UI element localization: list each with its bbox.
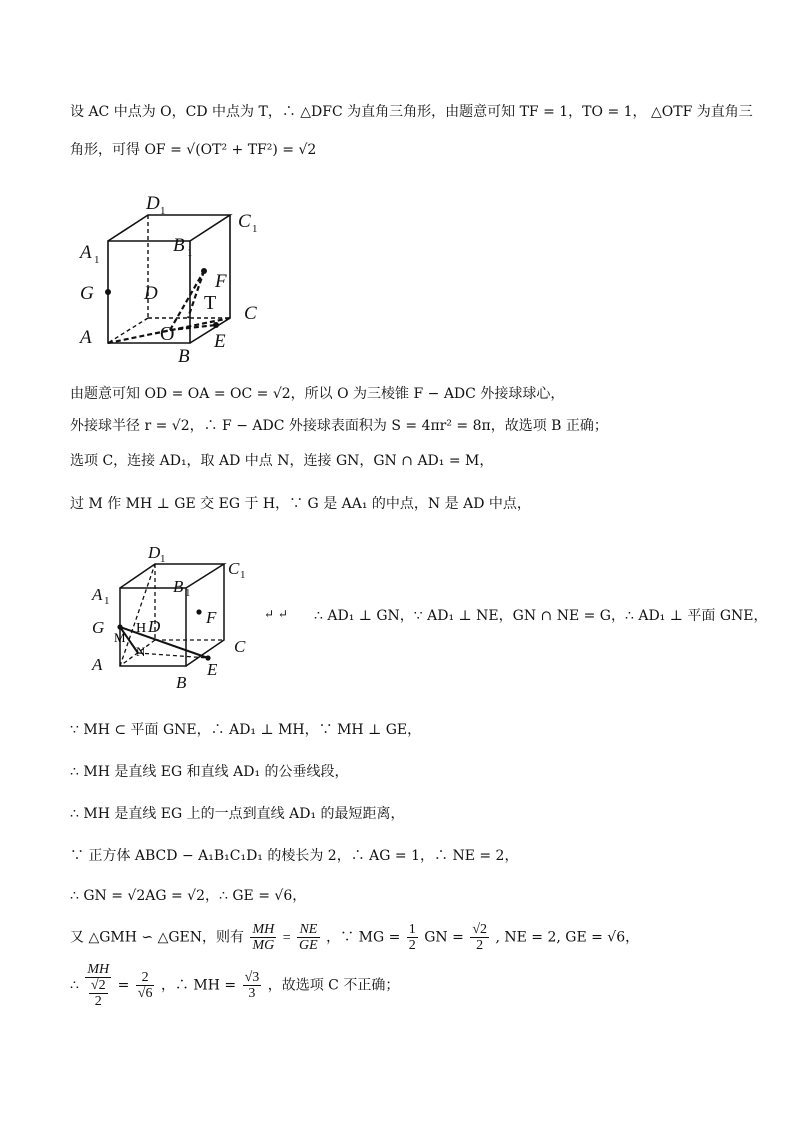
svg-text:1: 1: [252, 223, 258, 235]
label-F: F: [215, 271, 227, 292]
label-N: N: [136, 644, 146, 659]
text-line-3: 由题意可知 OD = OA = OC = √2，所以 O 为三棱锥 F − ADC 外接球球心，: [70, 386, 565, 402]
return-marks: ↵ ↵: [264, 607, 288, 621]
text-line-2: 角形，可得 OF = √(OT² + TF²) = √2: [70, 142, 317, 158]
label-B1: B: [173, 235, 185, 256]
text-line-9: ∴ MH 是直线 EG 和直线 AD₁ 的公垂线段，: [70, 764, 349, 780]
label-F: F: [206, 608, 217, 627]
fraction-2-over-sqrt6: $\frac{2}{√6}$: [137, 970, 153, 1001]
text-line-11: ∵ 正方体 ABCD − A₁B₁C₁D₁ 的棱长为 2，∴ AG = 1，∴ NE = 2，: [70, 848, 519, 864]
svg-text:1: 1: [160, 553, 166, 565]
fraction-one-half: $\frac{1}{2}$: [408, 922, 416, 953]
label-D: D: [144, 283, 158, 304]
fraction-mh-mg: $\frac{MH}{MG}$: [252, 922, 275, 953]
label-G: G: [92, 618, 105, 637]
text-line-10: ∴ MH 是直线 EG 上的一点到直线 AD₁ 的最短距离，: [70, 806, 405, 822]
label-B1: B: [173, 577, 184, 596]
label-O: O: [160, 323, 175, 345]
label-D: D: [148, 617, 161, 636]
text-line-14: ∴ $\frac{MH}{\frac{√2}{2}}$ = $\frac{2}{√6}$ ，∴ MH = $\frac{√3}{3}$ ，故选项 C 不正确；: [70, 962, 400, 1009]
text-line-8: ∵ MH ⊂ 平面 GNE，∴ AD₁ ⊥ MH，∵ MH ⊥ GE，: [70, 722, 422, 738]
label-A1: A: [80, 242, 92, 263]
label-E: E: [214, 331, 226, 352]
svg-text:1: 1: [94, 254, 100, 266]
label-C1: C: [228, 559, 240, 578]
label-D1: D: [146, 193, 160, 214]
text-line-6: 过 M 作 MH ⊥ GE 交 EG 于 H，∵ G 是 AA₁ 的中点，N 是 AD 中点，: [70, 496, 531, 512]
label-C1: C: [238, 211, 251, 232]
label-C: C: [244, 303, 257, 324]
fraction-sqrt2-over-2: $\frac{√2}{2}$: [472, 922, 487, 953]
text-line-13: 又 △GMH ∽ △GEN，则有 $\frac{MH}{MG}$ = $\frac{NE}{GE}$ ，∵ MG = $\frac{1}{2}$ GN = $\frac{√2}{2}$ , NE = 2, GE = √6，: [70, 922, 640, 953]
label-G: G: [80, 283, 94, 304]
fraction-ne-ge: $\frac{NE}{GE}$: [299, 922, 318, 953]
label-B: B: [178, 346, 190, 367]
label-A1: A: [92, 585, 103, 604]
svg-text:1: 1: [185, 587, 191, 599]
text-line-4: 外接球半径 r = √2，∴ F − ADC 外接球表面积为 S = 4πr² = 8π，故选项 B 正确；: [70, 418, 608, 434]
label-A: A: [92, 655, 103, 674]
label-T: T: [204, 292, 217, 314]
svg-text:1: 1: [187, 247, 193, 259]
label-M: M: [114, 630, 126, 645]
svg-text:1: 1: [104, 595, 110, 607]
text-line-5: 选项 C，连接 AD₁，取 AD 中点 N，连接 GN，GN ∩ AD₁ = M，: [70, 453, 494, 469]
svg-text:1: 1: [160, 205, 166, 217]
cube-figure-1: [70, 185, 290, 370]
text-line-1: 设 AC 中点为 O，CD 中点为 T，∴ △DFC 为直角三角形，由题意可知 TF = 1，TO = 1， △OTF 为直角三: [70, 104, 753, 120]
fraction-mh-over-sqrt2-half: $\frac{MH}{\frac{√2}{2}}$: [87, 962, 110, 1009]
label-A: A: [80, 327, 92, 348]
text-line-12: ∴ GN = √2AG = √2，∴ GE = √6，: [70, 888, 307, 904]
label-B: B: [176, 673, 187, 692]
fraction-sqrt3-over-3: $\frac{√3}{3}$: [244, 970, 260, 1001]
label-H: H: [136, 621, 147, 636]
text-line-7: ∴ AD₁ ⊥ GN，∵ AD₁ ⊥ NE，GN ∩ NE = G，∴ AD₁ ⊥ 平面 GNE，: [314, 608, 768, 624]
svg-text:1: 1: [240, 569, 246, 581]
label-D1: D: [148, 543, 161, 562]
label-C: C: [234, 637, 246, 656]
label-E: E: [207, 660, 218, 679]
cube-figure-2: [88, 540, 258, 695]
